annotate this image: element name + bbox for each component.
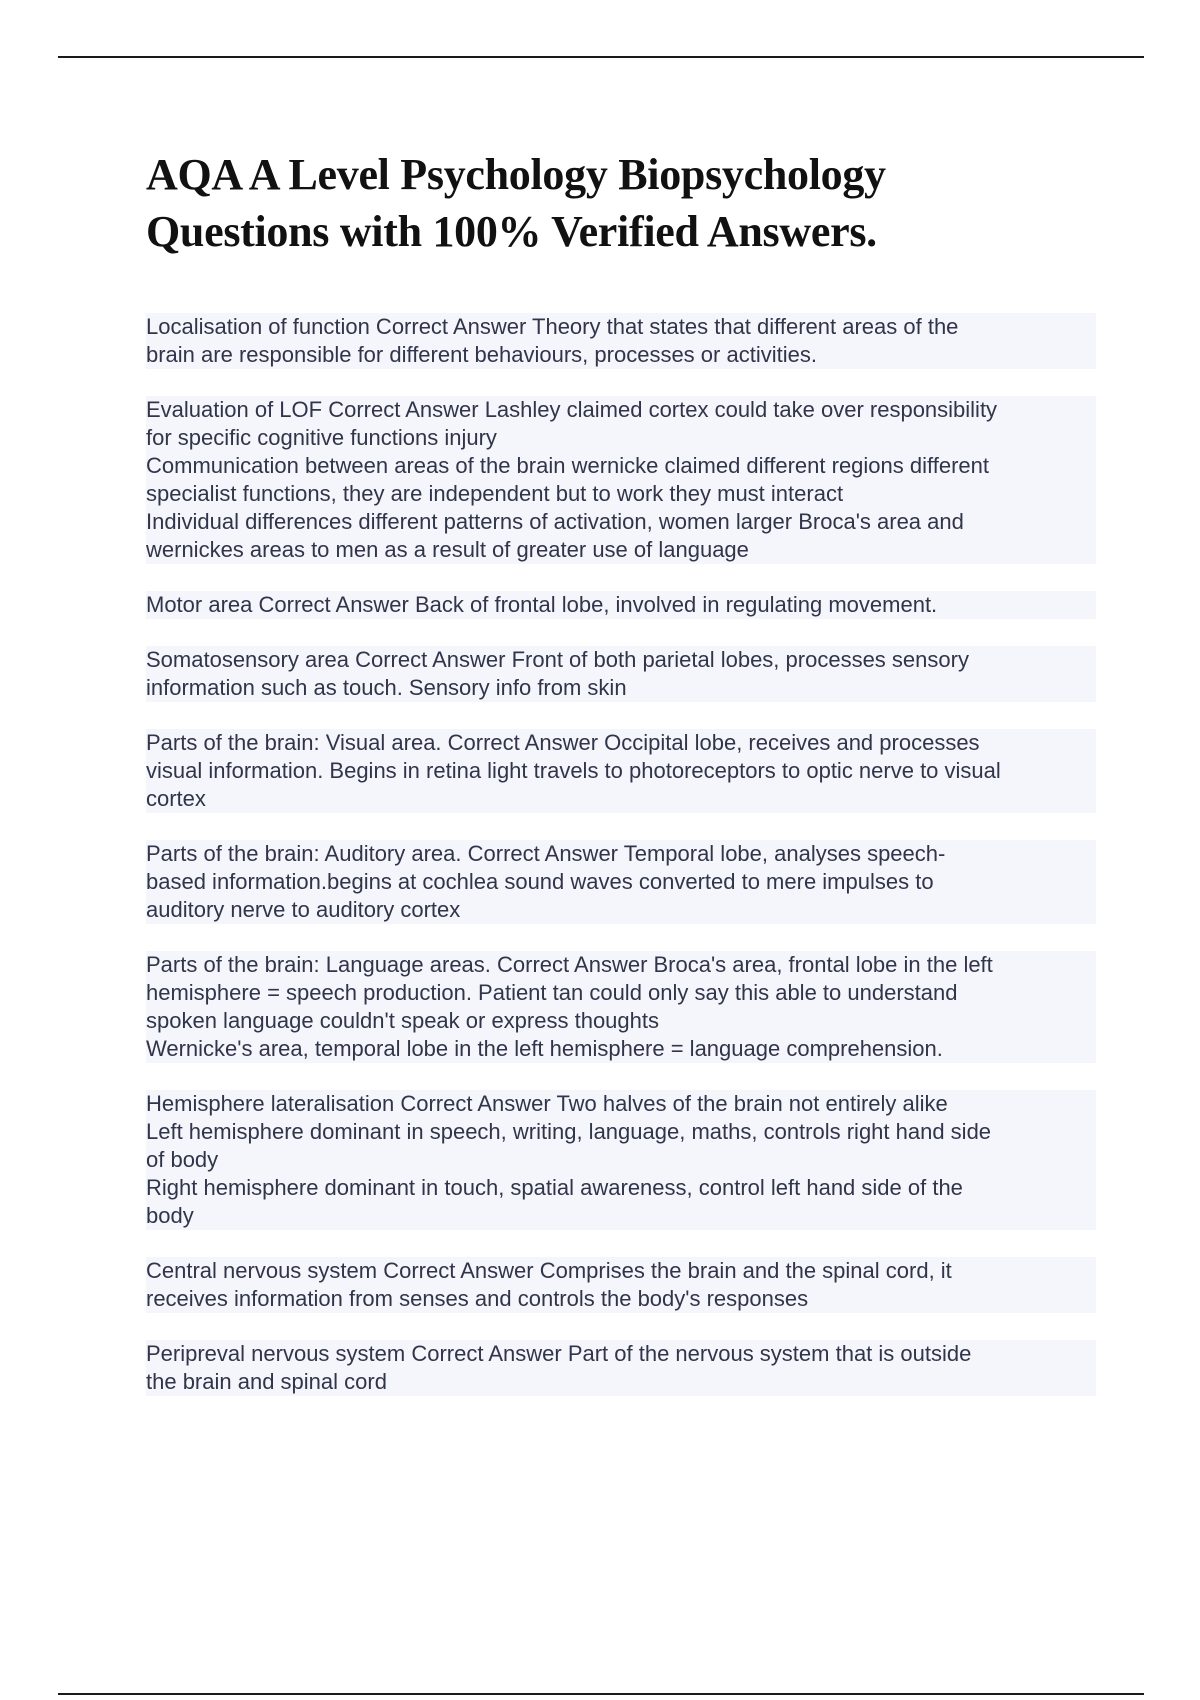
qa-entry-line: hemisphere = speech production. Patient tan could only say this able to understand (146, 980, 958, 1005)
qa-entry-line: body (146, 1203, 194, 1228)
qa-entry (146, 951, 1096, 1063)
qa-entry-line: Somatosensory area Correct Answer Front of both parietal lobes, processes sensory (146, 647, 969, 672)
qa-entry-line: Localisation of function Correct Answer Theory that states that different areas of the (146, 314, 959, 339)
qa-entry-line: Left hemisphere dominant in speech, writing, language, maths, controls right hand side (146, 1119, 992, 1144)
qa-entry-line: the brain and spinal cord (146, 1369, 387, 1394)
qa-entry-line: information such as touch. Sensory info from skin (146, 675, 627, 700)
qa-entry-line: Central nervous system Correct Answer Comprises the brain and the spinal cord, it (146, 1258, 952, 1283)
qa-entry-line: spoken language couldn't speak or express thoughts (146, 1008, 659, 1033)
qa-entry-line: wernickes areas to men as a result of greater use of language (146, 537, 749, 562)
qa-entry (146, 840, 1096, 924)
qa-entry (146, 1340, 1096, 1396)
page-title (146, 146, 1106, 260)
qa-entry-line: Right hemisphere dominant in touch, spatial awareness, control left hand side of the (146, 1175, 963, 1200)
title-line: AQA A Level Psychology Biopsychology (146, 150, 886, 199)
qa-entry-line: Evaluation of LOF Correct Answer Lashley claimed cortex could take over responsibility (146, 397, 998, 422)
qa-entry-line: Parts of the brain: Language areas. Correct Answer Broca's area, frontal lobe in the left (146, 952, 993, 977)
qa-entry-line: Hemisphere lateralisation Correct Answer Two halves of the brain not entirely alike (146, 1091, 948, 1116)
qa-entry (146, 1257, 1096, 1313)
footer-rule (58, 1693, 1144, 1695)
qa-entry-line: auditory nerve to auditory cortex (146, 897, 461, 922)
qa-entry-line: Motor area Correct Answer Back of frontal lobe, involved in regulating movement. (146, 592, 938, 617)
qa-entry (146, 1090, 1096, 1230)
qa-entry (146, 729, 1096, 813)
qa-entry-line: of body (146, 1147, 219, 1172)
qa-entry-line: Communication between areas of the brain wernicke claimed different regions different (146, 453, 989, 478)
question-answer-list (146, 313, 1096, 1423)
header-rule (58, 56, 1144, 58)
qa-entry-line: Parts of the brain: Auditory area. Correct Answer Temporal lobe, analyses speech- (146, 841, 946, 866)
qa-entry (146, 396, 1096, 564)
qa-entry-line: Individual differences different patterns of activation, women larger Broca's area and (146, 509, 964, 534)
qa-entry (146, 313, 1096, 369)
qa-entry-line: cortex (146, 786, 206, 811)
qa-entry-line: visual information. Begins in retina light travels to photoreceptors to optic nerve to visual (146, 758, 1001, 783)
title-line: Questions with 100% Verified Answers. (146, 207, 877, 256)
qa-entry-line: receives information from senses and controls the body's responses (146, 1286, 809, 1311)
qa-entry-line: Parts of the brain: Visual area. Correct Answer Occipital lobe, receives and processes (146, 730, 980, 755)
qa-entry-line: brain are responsible for different behaviours, processes or activities. (146, 342, 817, 367)
qa-entry-line: for specific cognitive functions injury (146, 425, 497, 450)
qa-entry (146, 591, 1096, 619)
qa-entry-line: specialist functions, they are independent but to work they must interact (146, 481, 844, 506)
qa-entry-line: Wernicke's area, temporal lobe in the left hemisphere = language comprehension. (146, 1036, 943, 1061)
qa-entry-line: Peripreval nervous system Correct Answer Part of the nervous system that is outside (146, 1341, 972, 1366)
qa-entry-line: based information.begins at cochlea sound waves converted to mere impulses to (146, 869, 934, 894)
qa-entry (146, 646, 1096, 702)
